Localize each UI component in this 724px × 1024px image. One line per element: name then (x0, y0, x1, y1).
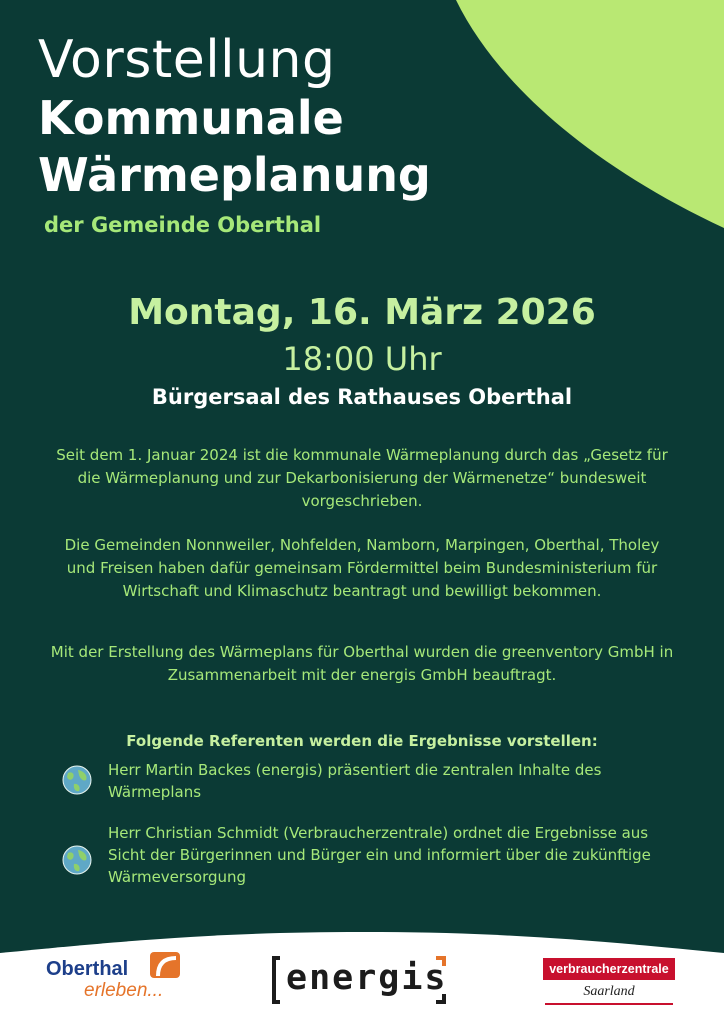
event-date: Montag, 16. März 2026 (128, 292, 596, 333)
oberthal-logo-name: Oberthal (46, 958, 129, 980)
globe-icon (62, 765, 92, 795)
verbraucherzentrale-logo-region: Saarland (583, 984, 635, 999)
globe-icon (62, 845, 92, 875)
title-line-2: Kommunale (38, 91, 344, 145)
title-line-3: Wärmeplanung (38, 148, 431, 202)
event-time: 18:00 Uhr (282, 340, 442, 378)
energis-logo-name: energis (286, 958, 448, 998)
info-paragraph-1: Seit dem 1. Januar 2024 ist die kommunale Wärmeplanung durch das „Gesetz für die Wärmeplanung und zur Dekarbonisierung der Wärmenetze“ bundesweit vorgeschrieben. (56, 446, 668, 510)
title-subtitle: der Gemeinde Oberthal (44, 213, 322, 237)
speaker-2-text: Herr Christian Schmidt (Verbraucherzentrale) ordnet die Ergebnisse aus Sicht der Bürgerinnen und Bürger ein und informiert über die zukünftige Wärmeversorgung (108, 824, 651, 886)
verbraucherzentrale-logo (543, 958, 675, 1008)
energis-logo (272, 952, 452, 1008)
oberthal-logo-tagline: erleben... (84, 980, 164, 1001)
speaker-1-text: Herr Martin Backes (energis) präsentiert die zentralen Inhalte des Wärmeplans (108, 761, 602, 801)
oberthal-mark-icon (150, 952, 180, 978)
oberthal-logo (46, 952, 186, 1008)
event-venue: Bürgersaal des Rathauses Oberthal (151, 385, 573, 409)
verbraucherzentrale-logo-name: verbraucherzentrale (543, 958, 675, 980)
title-line-1: Vorstellung (38, 30, 336, 90)
info-paragraph-2: Die Gemeinden Nonnweiler, Nohfelden, Namborn, Marpingen, Oberthal, Tholey und Freisen haben dafür gemeinsam Fördermittel beim Bundesministerium für Wirtschaft und Klimaschutz beantragt und bewilligt bekommen. (64, 536, 660, 600)
info-paragraph-3: Mit der Erstellung des Wärmeplans für Oberthal wurden die greenventory GmbH in Zusammenarbeit mit der energis GmbH beauftragt. (50, 643, 674, 684)
verbraucherzentrale-underline (545, 1003, 673, 1005)
speakers-heading: Folgende Referenten werden die Ergebnisse vorstellen: (126, 732, 598, 750)
